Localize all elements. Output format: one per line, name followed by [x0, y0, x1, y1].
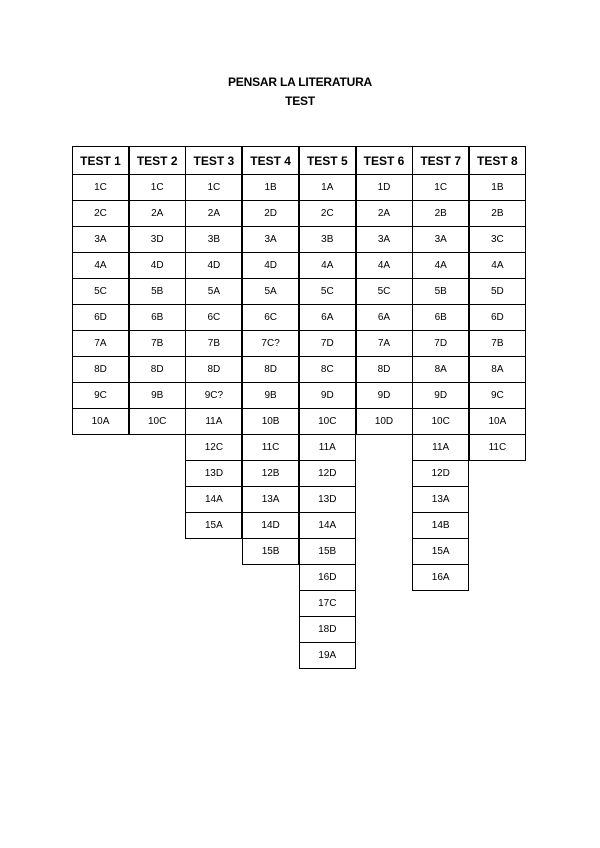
answer-cell: 3B [185, 226, 242, 253]
answer-cell: 1A [299, 174, 356, 201]
answer-cell: 9B [242, 382, 299, 409]
answer-cell: 6C [185, 304, 242, 331]
answer-cell: 4A [356, 252, 413, 279]
answer-cell: 12D [412, 460, 469, 487]
answer-cell: 5B [129, 278, 186, 305]
answer-cell: 1B [469, 174, 526, 201]
answer-cell: 6B [129, 304, 186, 331]
answer-cell: 14A [185, 486, 242, 513]
answer-cell: 7A [72, 330, 129, 357]
answer-cell: 13D [185, 460, 242, 487]
answer-cell: 1C [129, 174, 186, 201]
answer-cell: 15B [242, 538, 299, 565]
answer-cell: 1C [412, 174, 469, 201]
answer-cell: 2A [356, 200, 413, 227]
answer-cell: 5A [242, 278, 299, 305]
answer-cell: 10A [469, 408, 526, 435]
answer-cell: 7C? [242, 330, 299, 357]
answer-cell: 11A [299, 434, 356, 461]
answer-cell: 10C [412, 408, 469, 435]
answer-cell: 15B [299, 538, 356, 565]
answer-cell: 7D [299, 330, 356, 357]
answer-cell: 9C [72, 382, 129, 409]
answer-cell: 1C [72, 174, 129, 201]
answer-cell: 9C? [185, 382, 242, 409]
answer-cell: 16A [412, 564, 469, 591]
answer-cell: 8D [129, 356, 186, 383]
test-header: TEST 6 [356, 146, 413, 175]
test-header: TEST 2 [129, 146, 186, 175]
answer-cell: 2C [299, 200, 356, 227]
answer-cell: 9B [129, 382, 186, 409]
answer-cell: 11C [242, 434, 299, 461]
answer-cell: 9D [356, 382, 413, 409]
answer-cell: 15A [185, 512, 242, 539]
answer-cell: 16D [299, 564, 356, 591]
answer-cell: 8D [185, 356, 242, 383]
answer-cell: 2B [469, 200, 526, 227]
answer-cell: 14B [412, 512, 469, 539]
answer-cell: 2A [185, 200, 242, 227]
answer-cell: 7D [412, 330, 469, 357]
answer-cell: 4A [299, 252, 356, 279]
answer-cell: 17C [299, 590, 356, 617]
answer-cell: 5C [356, 278, 413, 305]
answer-cell: 10D [356, 408, 413, 435]
answer-cell: 5B [412, 278, 469, 305]
answer-cell: 5C [299, 278, 356, 305]
answer-cell: 8D [72, 356, 129, 383]
answer-cell: 11C [469, 434, 526, 461]
answer-cell: 1C [185, 174, 242, 201]
answer-cell: 6A [299, 304, 356, 331]
test-header: TEST 1 [72, 146, 129, 175]
answer-cell: 8A [469, 356, 526, 383]
answer-cell: 13D [299, 486, 356, 513]
test-header: TEST 3 [185, 146, 242, 175]
answer-cell: 4A [412, 252, 469, 279]
answer-cell: 4A [469, 252, 526, 279]
answer-cell: 2B [412, 200, 469, 227]
answer-cell: 7B [185, 330, 242, 357]
answer-cell: 11A [185, 408, 242, 435]
answer-cell: 3A [412, 226, 469, 253]
answer-cell: 2C [72, 200, 129, 227]
test-header: TEST 7 [412, 146, 469, 175]
test-header: TEST 4 [242, 146, 299, 175]
answer-cell: 11A [412, 434, 469, 461]
answer-cell: 4D [129, 252, 186, 279]
answer-cell: 2D [242, 200, 299, 227]
answer-cell: 3D [129, 226, 186, 253]
answer-cell: 9C [469, 382, 526, 409]
answer-cell: 5D [469, 278, 526, 305]
answer-cell: 6D [469, 304, 526, 331]
answer-cell: 19A [299, 642, 356, 669]
answer-cell: 14A [299, 512, 356, 539]
answer-cell: 12B [242, 460, 299, 487]
answer-cell: 7B [129, 330, 186, 357]
answer-cell: 1D [356, 174, 413, 201]
answer-cell: 4D [185, 252, 242, 279]
answer-cell: 18D [299, 616, 356, 643]
test-header: TEST 8 [469, 146, 526, 175]
answer-cell: 15A [412, 538, 469, 565]
answer-cell: 10C [129, 408, 186, 435]
answer-cell: 8D [356, 356, 413, 383]
answer-cell: 6D [72, 304, 129, 331]
answer-cell: 14D [242, 512, 299, 539]
answer-cell: 9D [299, 382, 356, 409]
answer-cell: 7A [356, 330, 413, 357]
answer-cell: 3C [469, 226, 526, 253]
answer-cell: 6B [412, 304, 469, 331]
answer-cell: 3A [72, 226, 129, 253]
answer-cell: 4A [72, 252, 129, 279]
answer-cell: 12C [185, 434, 242, 461]
answer-cell: 8A [412, 356, 469, 383]
answer-cell: 5C [72, 278, 129, 305]
test-header: TEST 5 [299, 146, 356, 175]
answer-cell: 10C [299, 408, 356, 435]
answer-cell: 6A [356, 304, 413, 331]
answer-cell: 8C [299, 356, 356, 383]
answer-cell: 3A [356, 226, 413, 253]
answer-cell: 7B [469, 330, 526, 357]
answer-cell: 9D [412, 382, 469, 409]
answer-cell: 4D [242, 252, 299, 279]
answer-cell: 5A [185, 278, 242, 305]
answer-cell: 1B [242, 174, 299, 201]
answer-cell: 8D [242, 356, 299, 383]
answer-cell: 12D [299, 460, 356, 487]
answer-cell: 13A [412, 486, 469, 513]
answer-cell: 13A [242, 486, 299, 513]
answer-cell: 10A [72, 408, 129, 435]
answer-cell: 2A [129, 200, 186, 227]
answer-cell: 10B [242, 408, 299, 435]
document-title: PENSAR LA LITERATURA [228, 75, 372, 89]
answer-cell: 3B [299, 226, 356, 253]
answer-cell: 3A [242, 226, 299, 253]
answer-cell: 6C [242, 304, 299, 331]
document-subtitle: TEST [285, 94, 315, 108]
